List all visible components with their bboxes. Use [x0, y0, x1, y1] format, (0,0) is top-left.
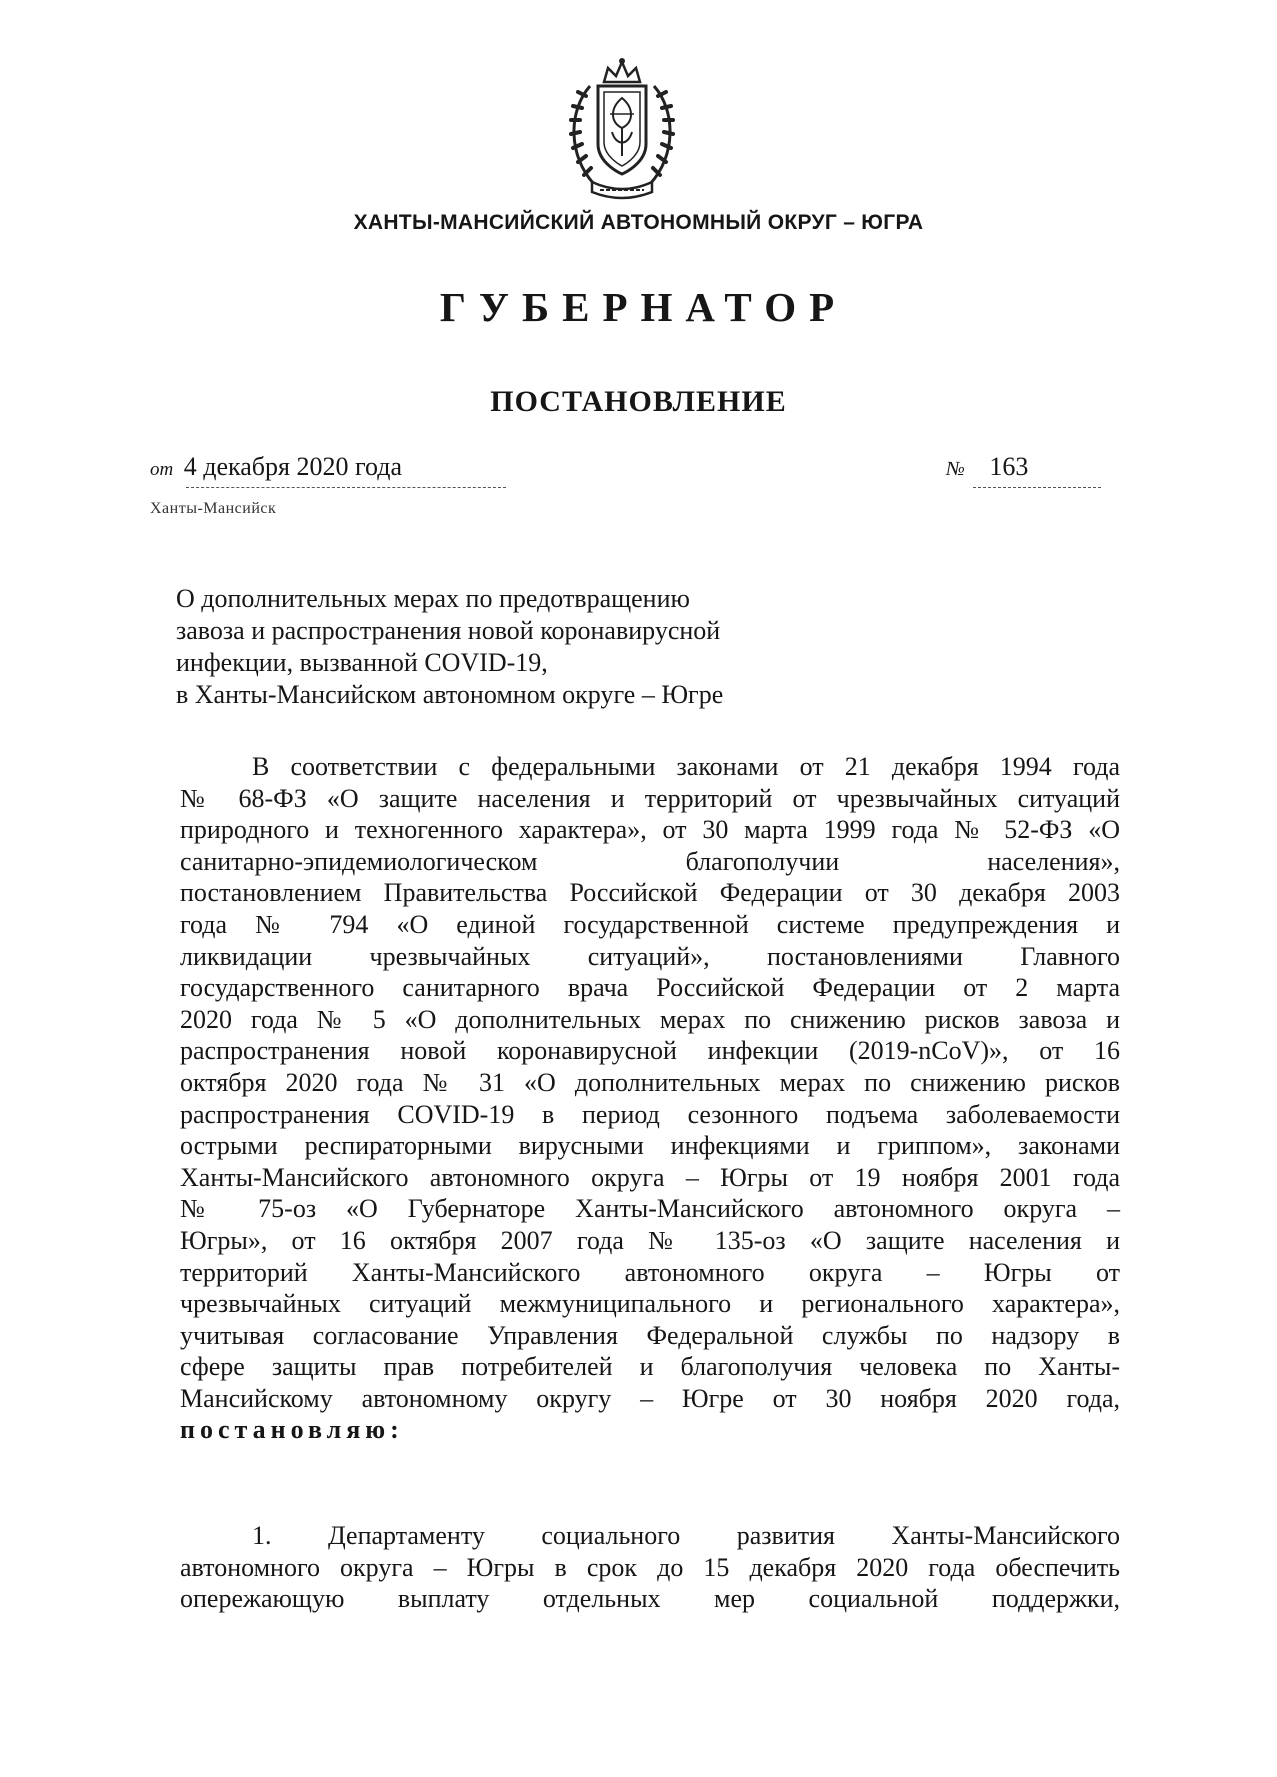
number-underline [973, 487, 1101, 488]
paragraph-line: октября 2020 года № 31 «О дополнительных мерах по снижению рисков [180, 1067, 1120, 1097]
paragraph-line: года № 794 «О единой государственной системе предупреждения и [180, 909, 1120, 939]
decree-number: 163 [989, 452, 1029, 481]
preamble-paragraph [180, 751, 1120, 1446]
paragraph-line: санитарно-эпидемиологическом благополучии населения», [180, 846, 1120, 876]
paragraph-line: территорий Ханты-Мансийского автономного округа – Югры от [180, 1257, 1120, 1287]
governor-heading: ГУБЕРНАТОР [439, 284, 848, 330]
resolve-word: постановляю: [180, 1415, 404, 1445]
paragraph-line: автономного округа – Югры в срок до 15 декабря 2020 года обеспечить [180, 1552, 1120, 1582]
clause-1-paragraph [180, 1520, 1120, 1615]
decree-date-row [150, 452, 402, 482]
paragraph-line: государственного санитарного врача Российской Федерации от 2 марта [180, 973, 1120, 1003]
paragraph-line: чрезвычайных ситуаций межмуниципального и регионального характера», [180, 1289, 1120, 1319]
date-underline [186, 487, 506, 488]
decree-number-row [946, 452, 1028, 482]
decree-date: 4 декабря 2020 года [183, 452, 403, 481]
paragraph-line: ликвидации чрезвычайных ситуаций», постановлениями Главного [180, 941, 1120, 971]
subject-line: в Ханты-Мансийском автономном округе – Югре [176, 680, 724, 709]
paragraph-line: острыми респираторными вирусными инфекциями и гриппом», законами [180, 1131, 1120, 1161]
paragraph-line: учитывая согласование Управления Федеральной службы по надзору в [180, 1320, 1120, 1350]
paragraph-line: распространения COVID-19 в период сезонного подъема заболеваемости [180, 1099, 1120, 1129]
paragraph-line: постановлением Правительства Российской Федерации от 30 декабря 2003 [180, 878, 1120, 908]
paragraph-line: распространения новой коронавирусной инфекции (2019-nCoV)», от 16 [180, 1036, 1120, 1066]
region-title: ХАНТЫ-МАНСИЙСКИЙ АВТОНОМНЫЙ ОКРУГ – ЮГРА [353, 211, 924, 234]
paragraph-line: 1. Департаменту социального развития Ханты-Мансийского [252, 1521, 1120, 1550]
subject-line: О дополнительных мерах по предотвращению [176, 584, 690, 613]
paragraph-line: опережающую выплату отдельных мер социальной поддержки, [180, 1584, 1120, 1614]
paragraph-line: сфере защиты прав потребителей и благополучия человека по Ханты- [180, 1352, 1120, 1382]
paragraph-line: природного и техногенного характера», от 30 марта 1999 года № 52-ФЗ «О [180, 815, 1120, 845]
paragraph-line: № 75-оз «О Губернаторе Ханты-Мансийского автономного округа – [180, 1194, 1120, 1224]
decree-type-heading: ПОСТАНОВЛЕНИЕ [490, 385, 787, 418]
number-prefix: № [946, 458, 965, 480]
city-name: Ханты-Мансийск [150, 500, 277, 517]
date-prefix: от [150, 459, 174, 480]
paragraph-line: 2020 года № 5 «О дополнительных мерах по снижению рисков завоза и [180, 1004, 1120, 1034]
decree-subject [176, 583, 876, 711]
subject-line: завоза и распространения новой коронавирусной [176, 616, 721, 645]
paragraph-line: № 68-ФЗ «О защите населения и территорий от чрезвычайных ситуаций [180, 783, 1120, 813]
paragraph-line: В соответствии с федеральными законами от 21 декабря 1994 года [252, 752, 1120, 781]
paragraph-line: Мансийскому автономному округу – Югре от 30 ноября 2020 года, [180, 1383, 1120, 1413]
subject-line: инфекции, вызванной COVID-19, [176, 648, 548, 677]
paragraph-line: Ханты-Мансийского автономного округа – Югры от 19 ноября 2001 года [180, 1162, 1120, 1192]
coat-of-arms-emblem [560, 56, 684, 202]
paragraph-line: Югры», от 16 октября 2007 года № 135-оз «О защите населения и [180, 1225, 1120, 1255]
